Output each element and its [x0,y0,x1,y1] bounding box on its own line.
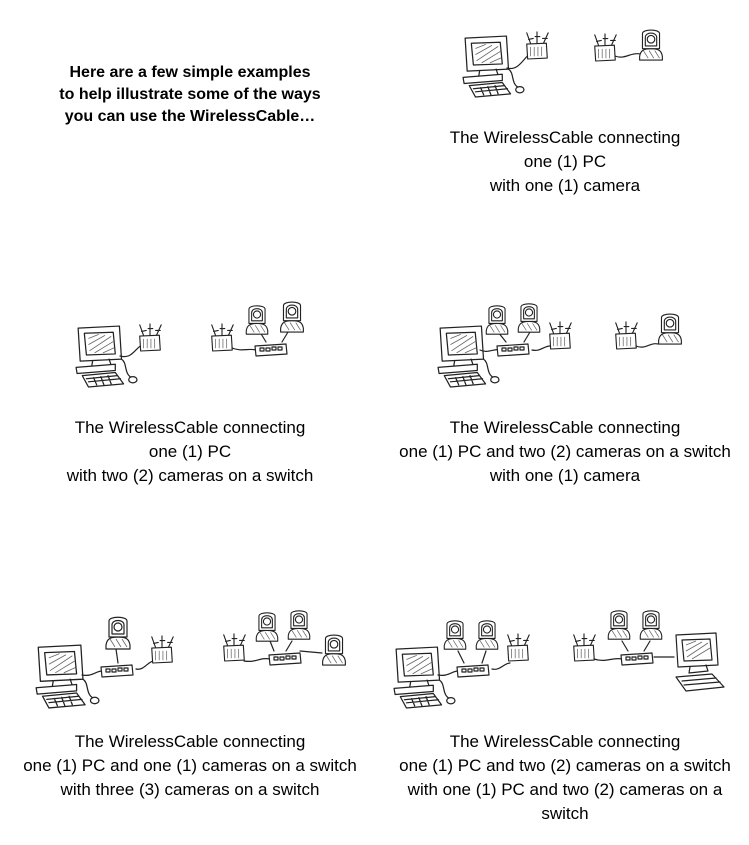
example-2-caption [20,416,360,488]
caption-line: The WirelessCable connecting [74,732,306,751]
example-4-illustration [30,605,360,715]
caption-line: with one (1) camera [489,466,641,485]
intro-line: you can use the WirelessCable… [64,108,316,125]
example-5-illustration [388,605,748,715]
caption-line: one (1) PC [523,152,607,171]
example-2-illustration [70,298,330,393]
example-5-caption [380,730,749,826]
intro-line: to help illustrate some of the ways [59,86,321,103]
caption-line: with one (1) PC and two (2) cameras on a [407,780,723,799]
example-4-caption [10,730,370,802]
caption-line: with two (2) cameras on a switch [66,466,314,485]
example-3-caption [380,416,749,488]
caption-line: with three (3) cameras on a switch [60,780,320,799]
caption-line: The WirelessCable connecting [449,128,681,147]
caption-line: The WirelessCable connecting [449,418,681,437]
caption-line: with one (1) camera [489,176,641,195]
intro-line: Here are a few simple examples [69,64,311,81]
example-3-illustration [432,298,702,393]
example-1-caption [390,126,740,198]
caption-line: one (1) PC and one (1) cameras on a switch [23,756,357,775]
caption-line: The WirelessCable connecting [449,732,681,751]
caption-line: one (1) PC and two (2) cameras on a switch [399,756,731,775]
caption-line: one (1) PC and two (2) cameras on a switch [399,442,731,461]
caption-line: one (1) PC [148,442,232,461]
example-1-illustration [455,22,675,102]
caption-line: switch [541,804,589,823]
intro-text [30,62,350,128]
caption-line: The WirelessCable connecting [74,418,306,437]
